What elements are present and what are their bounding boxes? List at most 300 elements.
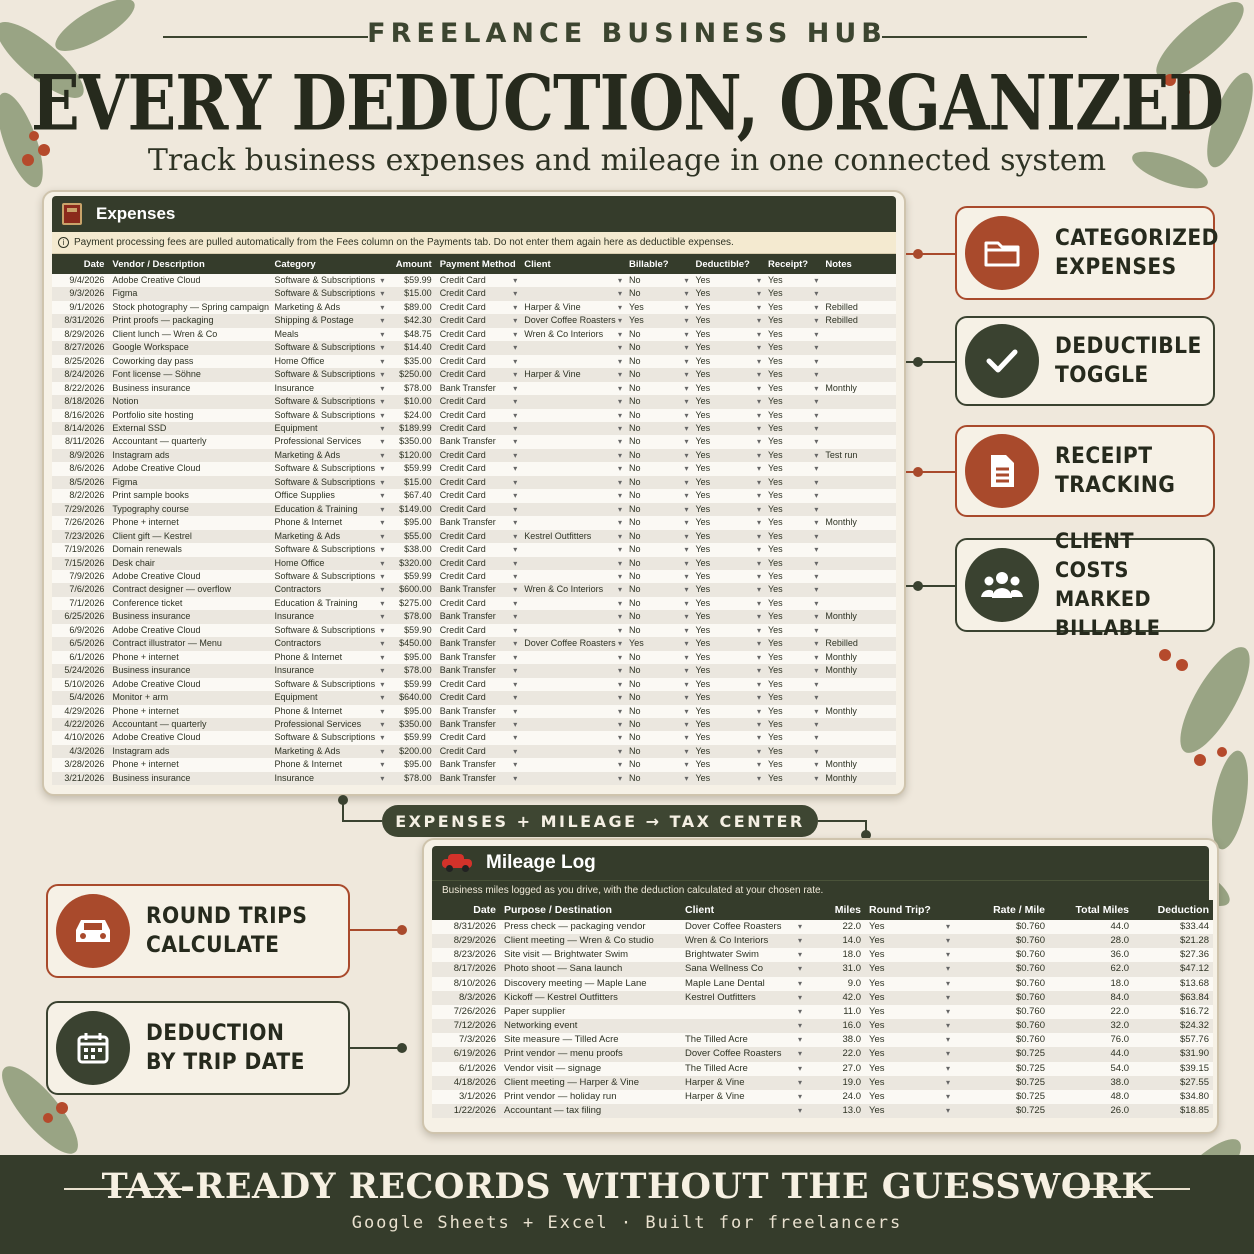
table-cell[interactable]: Business insurance	[108, 664, 270, 677]
table-cell[interactable]: Software & Subscriptions ▾	[271, 341, 388, 354]
table-cell[interactable]: 5/10/2026	[52, 678, 108, 691]
table-cell[interactable]: No ▾	[625, 731, 691, 744]
table-cell[interactable]: No ▾	[625, 449, 691, 462]
table-cell[interactable]: Bank Transfer ▾	[436, 664, 521, 677]
table-cell[interactable]: Rebilled	[821, 637, 896, 650]
table-cell[interactable]: Client meeting — Harper & Vine	[500, 1076, 681, 1090]
table-cell[interactable]	[520, 462, 625, 475]
mileage-row[interactable]	[432, 1062, 1213, 1076]
table-cell[interactable]: $31.90	[1133, 1047, 1213, 1061]
table-cell[interactable]: Yes ▾	[764, 314, 821, 327]
table-cell[interactable]: $27.36	[1133, 948, 1213, 962]
expense-row[interactable]	[52, 476, 896, 489]
table-cell[interactable]: Yes ▾	[865, 977, 953, 991]
mileage-row[interactable]	[432, 962, 1213, 976]
table-cell[interactable]: Yes ▾	[764, 476, 821, 489]
table-cell[interactable]: Sana Wellness Co ▾	[681, 962, 805, 976]
table-cell[interactable]: $35.00	[387, 355, 435, 368]
expense-row[interactable]	[52, 758, 896, 771]
table-cell[interactable]: Yes ▾	[764, 664, 821, 677]
table-cell[interactable]: 76.0	[1049, 1033, 1133, 1047]
table-cell[interactable]: Yes ▾	[691, 583, 764, 596]
table-cell[interactable]: $0.725	[953, 1062, 1049, 1076]
table-cell[interactable]: Yes ▾	[764, 449, 821, 462]
table-cell[interactable]: Yes ▾	[691, 435, 764, 448]
table-cell[interactable]: Credit Card ▾	[436, 355, 521, 368]
table-cell[interactable]: $59.99	[387, 570, 435, 583]
table-cell[interactable]: Contract illustrator — Menu	[108, 637, 270, 650]
table-cell[interactable]: Yes ▾	[691, 489, 764, 502]
table-cell[interactable]: 7/9/2026	[52, 570, 108, 583]
table-cell[interactable]	[520, 543, 625, 556]
table-cell[interactable]: Yes ▾	[764, 489, 821, 502]
table-cell[interactable]: $350.00	[387, 435, 435, 448]
table-cell[interactable]: Typography course	[108, 503, 270, 516]
expense-row[interactable]	[52, 543, 896, 556]
table-cell[interactable]: Bank Transfer ▾	[436, 435, 521, 448]
table-cell[interactable]: Bank Transfer ▾	[436, 516, 521, 529]
table-cell[interactable]: $10.00	[387, 395, 435, 408]
table-cell[interactable]: 4/10/2026	[52, 731, 108, 744]
table-cell[interactable]: 18.0	[805, 948, 865, 962]
table-cell[interactable]: $24.32	[1133, 1019, 1213, 1033]
mileage-row[interactable]	[432, 991, 1213, 1005]
table-cell[interactable]	[520, 287, 625, 300]
column-header[interactable]: Rate / Mile	[953, 900, 1049, 920]
table-cell[interactable]: Education & Training ▾	[271, 503, 388, 516]
table-cell[interactable]: Yes ▾	[764, 637, 821, 650]
table-cell[interactable]: $47.12	[1133, 962, 1213, 976]
table-cell[interactable]: 9/4/2026	[52, 274, 108, 287]
table-cell[interactable]: Credit Card ▾	[436, 489, 521, 502]
table-cell[interactable]: Monthly	[821, 664, 896, 677]
table-cell[interactable]: Yes ▾	[691, 314, 764, 327]
expense-row[interactable]	[52, 355, 896, 368]
table-cell[interactable]: Instagram ads	[108, 745, 270, 758]
table-cell[interactable]: Yes ▾	[691, 543, 764, 556]
table-cell[interactable]: 8/9/2026	[52, 449, 108, 462]
table-cell[interactable]: External SSD	[108, 422, 270, 435]
table-cell[interactable]: Credit Card ▾	[436, 557, 521, 570]
expense-row[interactable]	[52, 772, 896, 785]
table-cell[interactable]: $78.00	[387, 664, 435, 677]
table-cell[interactable]	[821, 678, 896, 691]
table-cell[interactable]: Accountant — quarterly	[108, 435, 270, 448]
table-cell[interactable]: Yes ▾	[625, 314, 691, 327]
table-cell[interactable]: Print vendor — holiday run	[500, 1090, 681, 1104]
table-cell[interactable]: Yes ▾	[691, 637, 764, 650]
table-cell[interactable]: 11.0	[805, 1005, 865, 1019]
table-cell[interactable]: Software & Subscriptions ▾	[271, 476, 388, 489]
table-cell[interactable]	[821, 274, 896, 287]
table-cell[interactable]	[520, 758, 625, 771]
table-cell[interactable]: 4/18/2026	[432, 1076, 500, 1090]
table-cell[interactable]: $15.00	[387, 476, 435, 489]
table-cell[interactable]: 6/5/2026	[52, 637, 108, 650]
table-cell[interactable]	[520, 341, 625, 354]
table-cell[interactable]: Software & Subscriptions ▾	[271, 678, 388, 691]
table-cell[interactable]: No ▾	[625, 678, 691, 691]
table-cell[interactable]: Insurance ▾	[271, 772, 388, 785]
expense-row[interactable]	[52, 341, 896, 354]
table-cell[interactable]: Yes ▾	[691, 597, 764, 610]
table-cell[interactable]: Bank Transfer ▾	[436, 718, 521, 731]
table-cell[interactable]: Insurance ▾	[271, 382, 388, 395]
table-cell[interactable]: $14.40	[387, 341, 435, 354]
table-cell[interactable]: Font license — Söhne	[108, 368, 270, 381]
table-cell[interactable]: Conference ticket	[108, 597, 270, 610]
table-cell[interactable]: 8/29/2026	[52, 328, 108, 341]
table-cell[interactable]: 4/29/2026	[52, 705, 108, 718]
table-cell[interactable]	[821, 691, 896, 704]
expense-row[interactable]	[52, 745, 896, 758]
table-cell[interactable]: Yes ▾	[865, 948, 953, 962]
table-cell[interactable]: Software & Subscriptions ▾	[271, 624, 388, 637]
table-cell[interactable]: Rebilled	[821, 314, 896, 327]
table-cell[interactable]: Software & Subscriptions ▾	[271, 395, 388, 408]
table-cell[interactable]: $78.00	[387, 610, 435, 623]
table-cell[interactable]: Yes ▾	[764, 435, 821, 448]
table-cell[interactable]	[821, 476, 896, 489]
mileage-row[interactable]	[432, 948, 1213, 962]
table-cell[interactable]: No ▾	[625, 274, 691, 287]
table-cell[interactable]: Yes ▾	[691, 287, 764, 300]
table-cell[interactable]	[821, 287, 896, 300]
table-cell[interactable]: No ▾	[625, 489, 691, 502]
table-cell[interactable]: Yes ▾	[764, 745, 821, 758]
table-cell[interactable]: Credit Card ▾	[436, 274, 521, 287]
table-cell[interactable]: 7/19/2026	[52, 543, 108, 556]
table-cell[interactable]: Software & Subscriptions ▾	[271, 287, 388, 300]
table-cell[interactable]	[681, 1005, 805, 1019]
table-cell[interactable]: Software & Subscriptions ▾	[271, 368, 388, 381]
table-cell[interactable]: $250.00	[387, 368, 435, 381]
table-cell[interactable]	[821, 489, 896, 502]
mileage-row[interactable]	[432, 920, 1213, 934]
table-cell[interactable]: 31.0	[805, 962, 865, 976]
table-cell[interactable]: Meals ▾	[271, 328, 388, 341]
table-cell[interactable]: 8/17/2026	[432, 962, 500, 976]
table-cell[interactable]: Credit Card ▾	[436, 476, 521, 489]
table-cell[interactable]: Bank Transfer ▾	[436, 651, 521, 664]
table-cell[interactable]: Client lunch — Wren & Co	[108, 328, 270, 341]
expense-row[interactable]	[52, 274, 896, 287]
table-cell[interactable]: $67.40	[387, 489, 435, 502]
table-cell[interactable]: 44.0	[1049, 920, 1133, 934]
table-cell[interactable]: Credit Card ▾	[436, 422, 521, 435]
table-cell[interactable]: Credit Card ▾	[436, 530, 521, 543]
table-cell[interactable]: $320.00	[387, 557, 435, 570]
table-cell[interactable]	[821, 557, 896, 570]
table-cell[interactable]: 7/6/2026	[52, 583, 108, 596]
mileage-row[interactable]	[432, 1076, 1213, 1090]
mileage-row[interactable]	[432, 934, 1213, 948]
table-cell[interactable]: Insurance ▾	[271, 610, 388, 623]
expense-row[interactable]	[52, 301, 896, 314]
column-header[interactable]: Deductible?	[691, 254, 764, 274]
table-cell[interactable]: 24.0	[805, 1090, 865, 1104]
table-cell[interactable]: Yes ▾	[764, 341, 821, 354]
column-header[interactable]: Date	[52, 254, 108, 274]
table-cell[interactable]: No ▾	[625, 462, 691, 475]
table-cell[interactable]: Equipment ▾	[271, 422, 388, 435]
table-cell[interactable]: Professional Services ▾	[271, 435, 388, 448]
table-cell[interactable]: 42.0	[805, 991, 865, 1005]
table-cell[interactable]: Yes ▾	[764, 395, 821, 408]
table-cell[interactable]: 7/12/2026	[432, 1019, 500, 1033]
table-cell[interactable]: Bank Transfer ▾	[436, 382, 521, 395]
table-cell[interactable]: 44.0	[1049, 1047, 1133, 1061]
table-cell[interactable]: $0.760	[953, 962, 1049, 976]
table-cell[interactable]: Yes ▾	[764, 409, 821, 422]
expense-row[interactable]	[52, 664, 896, 677]
table-cell[interactable]: $0.760	[953, 948, 1049, 962]
table-cell[interactable]: Yes ▾	[764, 543, 821, 556]
table-cell[interactable]: 8/11/2026	[52, 435, 108, 448]
table-cell[interactable]: $0.760	[953, 1005, 1049, 1019]
expense-row[interactable]	[52, 691, 896, 704]
table-cell[interactable]: Notion	[108, 395, 270, 408]
table-cell[interactable]: Yes ▾	[691, 301, 764, 314]
table-cell[interactable]: $57.76	[1133, 1033, 1213, 1047]
table-cell[interactable]: Yes ▾	[625, 637, 691, 650]
table-cell[interactable]: $275.00	[387, 597, 435, 610]
table-cell[interactable]: Credit Card ▾	[436, 462, 521, 475]
table-cell[interactable]: Yes ▾	[764, 610, 821, 623]
table-cell[interactable]: Adobe Creative Cloud	[108, 624, 270, 637]
table-cell[interactable]: 18.0	[1049, 977, 1133, 991]
table-cell[interactable]	[821, 435, 896, 448]
table-cell[interactable]	[681, 1104, 805, 1118]
table-cell[interactable]: The Tilled Acre ▾	[681, 1062, 805, 1076]
expense-row[interactable]	[52, 705, 896, 718]
expense-row[interactable]	[52, 530, 896, 543]
table-cell[interactable]: Contract designer — overflow	[108, 583, 270, 596]
table-cell[interactable]: Credit Card ▾	[436, 691, 521, 704]
table-cell[interactable]: $0.760	[953, 991, 1049, 1005]
expense-row[interactable]	[52, 516, 896, 529]
table-cell[interactable]: Dover Coffee Roasters ▾	[520, 314, 625, 327]
table-cell[interactable]: Client gift — Kestrel	[108, 530, 270, 543]
table-cell[interactable]	[821, 395, 896, 408]
table-cell[interactable]: $640.00	[387, 691, 435, 704]
table-cell[interactable]: 36.0	[1049, 948, 1133, 962]
table-cell[interactable]: Dover Coffee Roasters ▾	[681, 1047, 805, 1061]
table-cell[interactable]: $0.760	[953, 920, 1049, 934]
table-cell[interactable]: Credit Card ▾	[436, 395, 521, 408]
table-cell[interactable]	[821, 745, 896, 758]
table-cell[interactable]: $0.725	[953, 1047, 1049, 1061]
table-cell[interactable]: 7/26/2026	[432, 1005, 500, 1019]
expense-row[interactable]	[52, 422, 896, 435]
table-cell[interactable]: Yes ▾	[764, 382, 821, 395]
table-cell[interactable]: No ▾	[625, 287, 691, 300]
table-cell[interactable]: Site visit — Brightwater Swim	[500, 948, 681, 962]
expense-row[interactable]	[52, 328, 896, 341]
table-cell[interactable]	[520, 691, 625, 704]
table-cell[interactable]	[821, 731, 896, 744]
table-cell[interactable]: No ▾	[625, 368, 691, 381]
table-cell[interactable]: 7/1/2026	[52, 597, 108, 610]
table-cell[interactable]: No ▾	[625, 745, 691, 758]
table-cell[interactable]	[520, 382, 625, 395]
table-cell[interactable]: 8/31/2026	[432, 920, 500, 934]
table-cell[interactable]: Dover Coffee Roasters ▾	[520, 637, 625, 650]
table-cell[interactable]: $27.55	[1133, 1076, 1213, 1090]
column-header[interactable]: Round Trip?	[865, 900, 953, 920]
table-cell[interactable]: Monitor + arm	[108, 691, 270, 704]
table-cell[interactable]: Yes ▾	[691, 570, 764, 583]
table-cell[interactable]: Phone + internet	[108, 758, 270, 771]
table-cell[interactable]: Yes ▾	[691, 705, 764, 718]
table-cell[interactable]: Home Office ▾	[271, 355, 388, 368]
table-cell[interactable]: Phone & Internet ▾	[271, 758, 388, 771]
table-cell[interactable]: Press check — packaging vendor	[500, 920, 681, 934]
expense-row[interactable]	[52, 731, 896, 744]
table-cell[interactable]: Yes ▾	[764, 691, 821, 704]
table-cell[interactable]	[520, 651, 625, 664]
column-header[interactable]: Vendor / Description	[108, 254, 270, 274]
table-cell[interactable]: Yes ▾	[764, 583, 821, 596]
table-cell[interactable]: 8/25/2026	[52, 355, 108, 368]
column-header[interactable]: Date	[432, 900, 500, 920]
table-cell[interactable]: 32.0	[1049, 1019, 1133, 1033]
table-cell[interactable]: Bank Transfer ▾	[436, 637, 521, 650]
table-cell[interactable]: 27.0	[805, 1062, 865, 1076]
table-cell[interactable]: Yes ▾	[764, 705, 821, 718]
table-cell[interactable]	[520, 718, 625, 731]
expense-row[interactable]	[52, 449, 896, 462]
table-cell[interactable]	[821, 503, 896, 516]
table-cell[interactable]: 1/22/2026	[432, 1104, 500, 1118]
table-cell[interactable]: No ▾	[625, 530, 691, 543]
table-cell[interactable]: Marketing & Ads ▾	[271, 449, 388, 462]
column-header[interactable]: Deduction	[1133, 900, 1213, 920]
table-cell[interactable]: Yes ▾	[691, 476, 764, 489]
table-cell[interactable]: 48.0	[1049, 1090, 1133, 1104]
table-cell[interactable]: Yes ▾	[764, 328, 821, 341]
table-cell[interactable]	[520, 274, 625, 287]
table-cell[interactable]: Kickoff — Kestrel Outfitters	[500, 991, 681, 1005]
table-cell[interactable]: Yes ▾	[691, 382, 764, 395]
table-cell[interactable]: Credit Card ▾	[436, 731, 521, 744]
column-header[interactable]: Receipt?	[764, 254, 821, 274]
table-cell[interactable]: Yes ▾	[865, 991, 953, 1005]
table-cell[interactable]: Yes ▾	[691, 355, 764, 368]
table-cell[interactable]: Portfolio site hosting	[108, 409, 270, 422]
table-cell[interactable]: Yes ▾	[764, 368, 821, 381]
table-cell[interactable]: Harper & Vine ▾	[681, 1076, 805, 1090]
table-cell[interactable]: Harper & Vine ▾	[520, 301, 625, 314]
table-cell[interactable]	[520, 489, 625, 502]
table-cell[interactable]: $450.00	[387, 637, 435, 650]
expense-row[interactable]	[52, 462, 896, 475]
table-cell[interactable]	[520, 731, 625, 744]
table-cell[interactable]: 3/1/2026	[432, 1090, 500, 1104]
table-cell[interactable]: Harper & Vine ▾	[681, 1090, 805, 1104]
table-cell[interactable]: No ▾	[625, 597, 691, 610]
table-cell[interactable]: Yes ▾	[764, 422, 821, 435]
table-cell[interactable]: Credit Card ▾	[436, 543, 521, 556]
table-cell[interactable]: Yes ▾	[865, 1047, 953, 1061]
table-cell[interactable]: 8/10/2026	[432, 977, 500, 991]
table-cell[interactable]: $59.99	[387, 462, 435, 475]
table-cell[interactable]: Yes ▾	[691, 731, 764, 744]
table-cell[interactable]: 6/9/2026	[52, 624, 108, 637]
table-cell[interactable]: Phone + internet	[108, 516, 270, 529]
expense-row[interactable]	[52, 610, 896, 623]
table-cell[interactable]: Discovery meeting — Maple Lane	[500, 977, 681, 991]
table-cell[interactable]: No ▾	[625, 355, 691, 368]
table-cell[interactable]	[520, 355, 625, 368]
table-cell[interactable]: Yes ▾	[691, 449, 764, 462]
table-cell[interactable]: $21.28	[1133, 934, 1213, 948]
expense-row[interactable]	[52, 503, 896, 516]
table-cell[interactable]: $0.725	[953, 1104, 1049, 1118]
table-cell[interactable]: No ▾	[625, 503, 691, 516]
table-cell[interactable]: Yes ▾	[691, 368, 764, 381]
table-cell[interactable]	[821, 409, 896, 422]
table-cell[interactable]: Adobe Creative Cloud	[108, 678, 270, 691]
table-cell[interactable]: Credit Card ▾	[436, 368, 521, 381]
table-cell[interactable]: Yes ▾	[865, 1104, 953, 1118]
table-cell[interactable]: Yes ▾	[764, 758, 821, 771]
table-cell[interactable]: $0.760	[953, 1033, 1049, 1047]
table-cell[interactable]: Figma	[108, 476, 270, 489]
table-cell[interactable]: $189.99	[387, 422, 435, 435]
table-cell[interactable]: Software & Subscriptions ▾	[271, 409, 388, 422]
table-cell[interactable]: Monthly	[821, 651, 896, 664]
table-cell[interactable]: Bank Transfer ▾	[436, 772, 521, 785]
table-cell[interactable]: No ▾	[625, 583, 691, 596]
table-cell[interactable]: Yes ▾	[865, 1076, 953, 1090]
table-cell[interactable]: $120.00	[387, 449, 435, 462]
expense-row[interactable]	[52, 287, 896, 300]
table-cell[interactable]: No ▾	[625, 409, 691, 422]
table-cell[interactable]: $55.00	[387, 530, 435, 543]
table-cell[interactable]: Credit Card ▾	[436, 328, 521, 341]
table-cell[interactable]: 8/6/2026	[52, 462, 108, 475]
table-cell[interactable]: 3/21/2026	[52, 772, 108, 785]
table-cell[interactable]: Yes ▾	[691, 530, 764, 543]
table-cell[interactable]: Yes ▾	[764, 597, 821, 610]
mileage-row[interactable]	[432, 1090, 1213, 1104]
table-cell[interactable]: Yes ▾	[865, 1019, 953, 1033]
column-header[interactable]: Miles	[805, 900, 865, 920]
table-cell[interactable]: Bank Transfer ▾	[436, 705, 521, 718]
table-cell[interactable]: $59.99	[387, 274, 435, 287]
table-cell[interactable]	[520, 516, 625, 529]
table-cell[interactable]	[681, 1019, 805, 1033]
table-cell[interactable]: Domain renewals	[108, 543, 270, 556]
table-cell[interactable]	[520, 449, 625, 462]
table-cell[interactable]: Kestrel Outfitters ▾	[520, 530, 625, 543]
table-cell[interactable]	[520, 570, 625, 583]
table-cell[interactable]: $200.00	[387, 745, 435, 758]
table-cell[interactable]: Credit Card ▾	[436, 449, 521, 462]
table-cell[interactable]: 4/3/2026	[52, 745, 108, 758]
column-header[interactable]: Total Miles	[1049, 900, 1133, 920]
column-header[interactable]: Billable?	[625, 254, 691, 274]
table-cell[interactable]: Software & Subscriptions ▾	[271, 570, 388, 583]
table-cell[interactable]: Yes ▾	[865, 920, 953, 934]
table-cell[interactable]: No ▾	[625, 718, 691, 731]
expense-row[interactable]	[52, 409, 896, 422]
table-cell[interactable]: Maple Lane Dental ▾	[681, 977, 805, 991]
expense-row[interactable]	[52, 678, 896, 691]
table-cell[interactable]: $95.00	[387, 758, 435, 771]
table-cell[interactable]: $33.44	[1133, 920, 1213, 934]
